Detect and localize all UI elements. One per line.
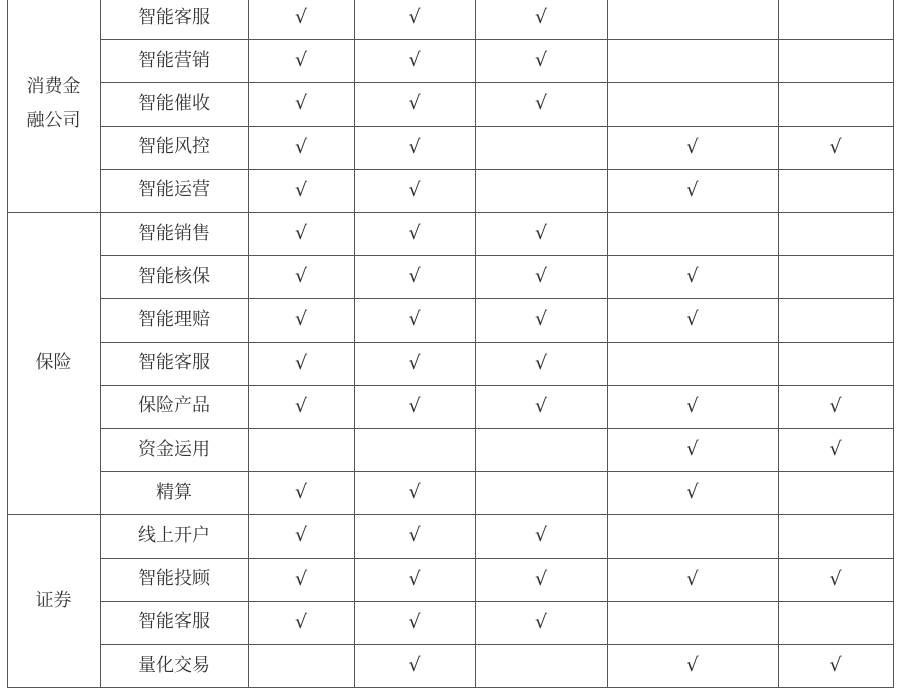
check-mark: √ [686, 481, 699, 504]
group-divider [7, 514, 894, 515]
check-mark: √ [294, 265, 308, 288]
category-label-line: 保险 [35, 352, 72, 374]
check-mark: √ [408, 567, 421, 590]
check-mark: √ [408, 481, 421, 504]
check-mark: √ [534, 524, 548, 547]
check-mark: √ [408, 265, 421, 288]
row-item-label: 量化交易 [138, 654, 210, 676]
check-mark: √ [686, 394, 699, 417]
check-mark: √ [534, 265, 548, 288]
empty-cell [778, 471, 893, 514]
row-divider [100, 342, 894, 343]
row-divider [100, 385, 894, 386]
row-divider [100, 298, 894, 299]
group-divider [7, 687, 894, 688]
row-divider [100, 644, 894, 645]
category-label-line: 证券 [35, 589, 72, 611]
empty-cell [607, 601, 778, 644]
empty-cell [475, 471, 607, 514]
row-item-label: 智能核保 [138, 265, 210, 287]
check-mark: √ [534, 92, 548, 115]
check-mark: √ [686, 567, 699, 590]
check-mark: √ [686, 178, 699, 201]
check-mark: √ [686, 654, 699, 677]
check-mark: √ [408, 351, 421, 374]
check-mark: √ [534, 6, 548, 29]
column-divider [7, 0, 8, 688]
empty-cell [778, 601, 893, 644]
empty-cell [778, 255, 893, 298]
empty-cell [475, 644, 607, 687]
row-item-label: 智能营销 [138, 49, 210, 71]
column-divider [893, 0, 894, 688]
check-mark: √ [686, 265, 699, 288]
check-mark: √ [294, 524, 308, 547]
empty-cell [607, 212, 778, 255]
check-mark: √ [408, 610, 421, 633]
check-mark: √ [534, 567, 548, 590]
empty-cell [354, 428, 475, 471]
check-mark: √ [829, 567, 842, 590]
empty-cell [248, 428, 354, 471]
empty-cell [778, 342, 893, 385]
check-mark: √ [408, 135, 421, 158]
row-divider [100, 558, 894, 559]
check-mark: √ [534, 308, 548, 331]
check-mark: √ [534, 49, 548, 72]
row-divider [100, 169, 894, 170]
check-mark: √ [829, 394, 842, 417]
row-divider [100, 428, 894, 429]
check-mark: √ [408, 394, 421, 417]
row-item-label: 线上开户 [138, 524, 210, 546]
column-divider [354, 0, 355, 688]
column-divider [778, 0, 779, 688]
check-mark: √ [294, 222, 308, 245]
check-mark: √ [408, 524, 421, 547]
row-divider [100, 126, 894, 127]
row-item-label: 智能投顾 [138, 568, 210, 590]
check-mark: √ [534, 394, 548, 417]
empty-cell [607, 514, 778, 557]
check-mark: √ [829, 438, 842, 461]
empty-cell [475, 169, 607, 212]
check-mark: √ [408, 654, 421, 677]
check-mark: √ [534, 351, 548, 374]
check-mark: √ [294, 567, 308, 590]
empty-cell [607, 0, 778, 39]
empty-cell [248, 644, 354, 687]
empty-cell [778, 0, 893, 39]
column-divider [100, 0, 101, 688]
row-item-label: 智能运营 [138, 179, 210, 201]
row-divider [100, 255, 894, 256]
row-item-label: 智能客服 [138, 611, 210, 633]
column-divider [248, 0, 249, 688]
empty-cell [607, 82, 778, 125]
empty-cell [778, 298, 893, 341]
row-item-label: 智能客服 [138, 352, 210, 374]
check-mark: √ [294, 351, 308, 374]
category-label [7, 514, 100, 687]
row-divider [100, 82, 894, 83]
check-mark: √ [408, 92, 421, 115]
check-mark: √ [829, 654, 842, 677]
check-mark: √ [829, 135, 842, 158]
row-item-label: 保险产品 [138, 395, 210, 417]
check-mark: √ [534, 222, 548, 245]
group-divider [7, 212, 894, 213]
category-label-line: 融公司 [26, 110, 81, 131]
check-mark: √ [294, 178, 308, 201]
category-label [7, 212, 100, 514]
row-divider [100, 471, 894, 472]
row-item-label: 智能理赔 [138, 308, 210, 330]
check-mark: √ [686, 135, 699, 158]
empty-cell [475, 428, 607, 471]
check-mark: √ [294, 49, 308, 72]
check-mark: √ [294, 481, 308, 504]
check-mark: √ [408, 178, 421, 201]
row-item-label: 精算 [156, 481, 192, 503]
empty-cell [778, 212, 893, 255]
column-divider [607, 0, 608, 688]
check-mark: √ [294, 135, 308, 158]
column-divider [475, 0, 476, 688]
row-divider [100, 39, 894, 40]
check-mark: √ [408, 222, 421, 245]
check-mark: √ [408, 6, 421, 29]
category-label [7, 0, 100, 212]
check-mark: √ [686, 438, 699, 461]
row-item-label: 智能客服 [138, 6, 210, 28]
empty-cell [778, 39, 893, 82]
check-mark: √ [408, 49, 421, 72]
row-item-label: 智能销售 [138, 222, 210, 244]
empty-cell [475, 126, 607, 169]
check-mark: √ [294, 394, 308, 417]
check-mark: √ [534, 610, 548, 633]
row-item-label: 智能催收 [138, 92, 210, 114]
row-item-label: 资金运用 [138, 438, 210, 460]
empty-cell [607, 342, 778, 385]
check-mark: √ [294, 610, 308, 633]
check-mark: √ [686, 308, 699, 331]
check-mark: √ [294, 6, 308, 29]
check-mark: √ [294, 308, 308, 331]
category-label-line: 消费金 [26, 76, 81, 97]
empty-cell [778, 82, 893, 125]
empty-cell [778, 514, 893, 557]
check-mark: √ [408, 308, 421, 331]
empty-cell [778, 169, 893, 212]
row-item-label: 智能风控 [138, 136, 210, 158]
empty-cell [607, 39, 778, 82]
check-mark: √ [294, 92, 308, 115]
row-divider [100, 601, 894, 602]
